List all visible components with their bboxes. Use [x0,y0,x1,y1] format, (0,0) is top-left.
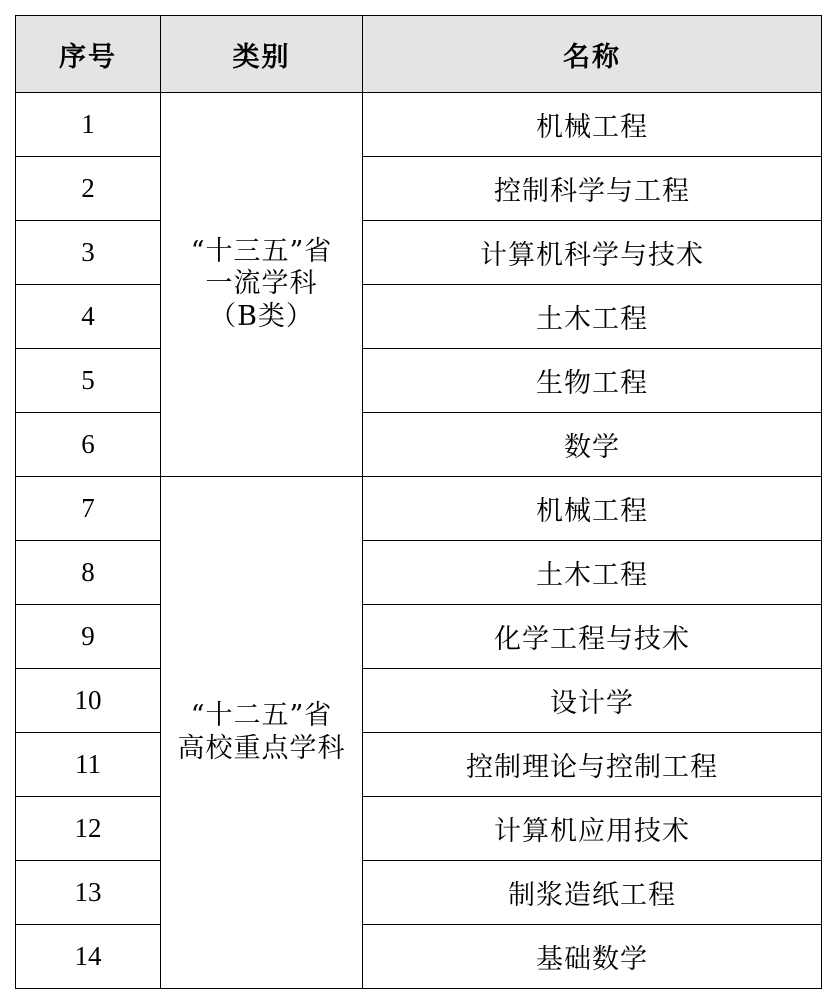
discipline-name: 基础数学 [363,925,822,989]
discipline-name: 机械工程 [363,93,822,157]
header-category: 类别 [161,16,363,93]
discipline-name: 土木工程 [363,285,822,349]
table-row [16,861,822,925]
table-row [16,413,822,477]
row-number: 1 [16,93,161,157]
discipline-table [15,15,822,989]
table-row [16,157,822,221]
category-line: （B类） [209,300,314,332]
row-number: 10 [16,669,161,733]
discipline-name: 控制理论与控制工程 [363,733,822,797]
header-number: 序号 [16,16,161,93]
category-line: 高校重点学科 [177,732,346,764]
table-row [16,221,822,285]
discipline-name: 数学 [363,413,822,477]
table-row [16,541,822,605]
table-row [16,925,822,989]
row-number: 7 [16,477,161,541]
discipline-name: 化学工程与技术 [363,605,822,669]
header-name: 名称 [363,16,822,93]
row-number: 3 [16,221,161,285]
category-cell [161,477,363,989]
table-row [16,349,822,413]
row-number: 13 [16,861,161,925]
discipline-name: 生物工程 [363,349,822,413]
discipline-name: 计算机科学与技术 [363,221,822,285]
row-number: 6 [16,413,161,477]
row-number: 14 [16,925,161,989]
discipline-name: 土木工程 [363,541,822,605]
row-number: 2 [16,157,161,221]
discipline-name: 制浆造纸工程 [363,861,822,925]
category-line: 一流学科 [205,268,318,300]
row-number: 9 [16,605,161,669]
category-cell [161,93,363,477]
table-row [16,605,822,669]
header-row [16,16,822,93]
row-number: 5 [16,349,161,413]
discipline-name: 计算机应用技术 [363,797,822,861]
row-number: 4 [16,285,161,349]
table-row [16,285,822,349]
table-row [16,797,822,861]
discipline-name: 控制科学与工程 [363,157,822,221]
category-line: “十三五”省 [190,235,333,267]
row-number: 12 [16,797,161,861]
discipline-name: 机械工程 [363,477,822,541]
discipline-name: 设计学 [363,669,822,733]
table-row [16,93,822,157]
category-line: “十二五”省 [190,700,333,732]
row-number: 8 [16,541,161,605]
table-row [16,733,822,797]
table-row [16,669,822,733]
row-number: 11 [16,733,161,797]
table-row [16,477,822,541]
